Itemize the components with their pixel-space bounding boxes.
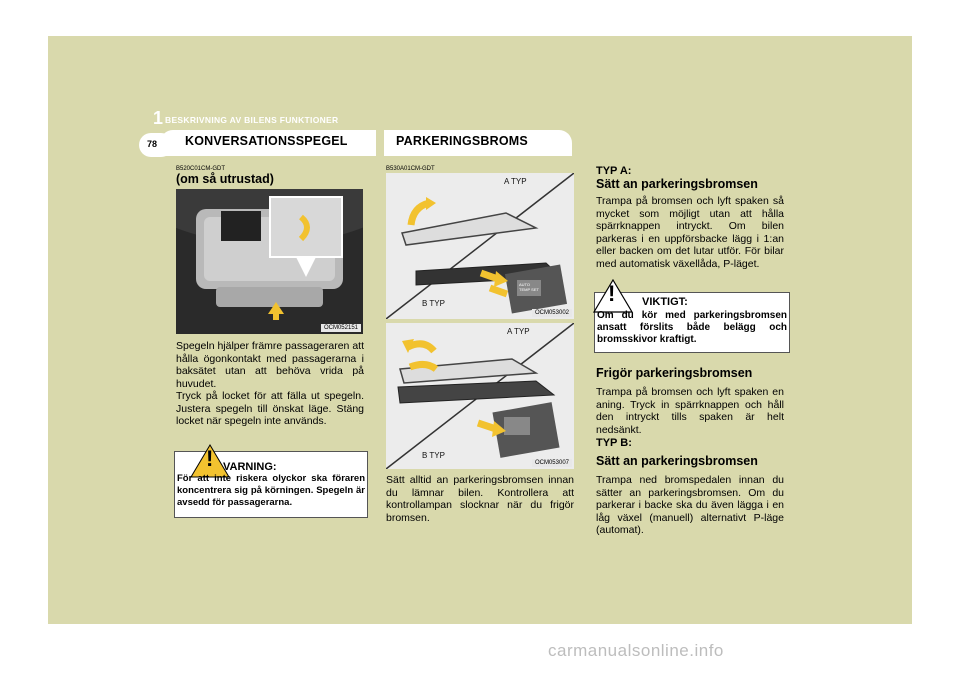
tab-separator (376, 130, 384, 156)
heading-apply-brake-a: Sätt an parkeringsbromsen (596, 177, 758, 191)
section-title-mirror: KONVERSATIONSSPEGEL (185, 134, 348, 148)
mirror-paragraph-2: Tryck på locket för att fälla ut spegeln. Justera spegeln till önskat läge. Stäng locket när spegeln inte används. (176, 390, 364, 428)
parking-brake-image-2 (386, 323, 574, 469)
parking-brake-illustration-2 (386, 323, 574, 469)
parking-paragraph: Sätt alltid an parkeringsbromsen innan du lämnar bilen. Kontrollera att kontrollampan slocknar när du frigör bromsen. (386, 474, 574, 524)
warning-box (174, 446, 368, 518)
parking-brake-illustration-1 (386, 173, 574, 319)
warning-title: VARNING: (223, 461, 277, 473)
image2-code: OCM053007 (532, 459, 572, 467)
mirror-image (176, 189, 363, 334)
mirror-paragraph-1: Spegeln hjälper främre passageraren att hålla ögonkontakt med passagerarna i baksätet utan att behöva vrida på huvudet. (176, 340, 364, 390)
important-symbol: ! (608, 281, 616, 306)
chapter-title: BESKRIVNING AV BILENS FUNKTIONER (165, 115, 339, 125)
apply-brake-a-text: Trampa på bromsen och lyft spaken så mycket som möjligt utan att hålla spärrknappen intryckt. Om bilen parkeras i en uppförsbacke lägg i 1:an eller backen om det lutar utför. För bilar med automatisk växellåda, P-läget. (596, 195, 784, 270)
chapter-number: 1 (153, 108, 164, 128)
watermark: carmanualsonline.info (548, 641, 724, 660)
heading-apply-brake-b: Sätt an parkeringsbromsen (596, 454, 758, 468)
warning-symbol: ! (206, 446, 214, 471)
typ-a-label: TYP A: (596, 165, 632, 177)
auto-temp-button-text: AUTO TEMP SET (519, 282, 539, 292)
parking-brake-image-1 (386, 173, 574, 319)
typ-b-label: TYP B: (596, 437, 632, 449)
mirror-subtitle: (om så utrustad) (176, 172, 274, 186)
mirror-image-code: OCM052151 (321, 324, 361, 332)
heading-release-brake: Frigör parkeringsbromsen (596, 366, 753, 380)
image2-typ-b-label: B TYP (422, 451, 445, 460)
image1-typ-a-label: A TYP (504, 177, 527, 186)
image1-typ-b-label: B TYP (422, 299, 445, 308)
mirror-illustration (176, 189, 363, 334)
important-box (594, 281, 790, 353)
parking-section-code: B530A01CM-GDT (386, 166, 435, 172)
important-text: Om du kör med parkeringsbromsen ansatt förslits både belägg och bromsskivor kraftigt. (597, 310, 787, 345)
mirror-section-code: B520C01CM-GDT (176, 166, 226, 172)
section-title-parking-brake: PARKERINGSBROMS (396, 134, 528, 148)
image2-typ-a-label: A TYP (507, 327, 530, 336)
image1-code: OCM053002 (532, 309, 572, 317)
warning-text: För att inte riskera olyckor ska föraren koncentrera sig på körningen. Spegeln är avsedd för passagerarna. (177, 473, 365, 508)
page-number: 78 (147, 139, 158, 149)
release-brake-text: Trampa på bromsen och lyft spaken en aning. Tryck in spärrknappen och håll den intryckt tills spaken är helt nedsänkt. (596, 386, 784, 436)
apply-brake-b-text: Trampa ned bromspedalen innan du sätter an parkeringsbromsen. Om du parkerar i backe ska du även lägga i en låg växel (manuell) alternativt P-läge (automat). (596, 474, 784, 537)
important-title: VIKTIGT: (642, 296, 688, 308)
